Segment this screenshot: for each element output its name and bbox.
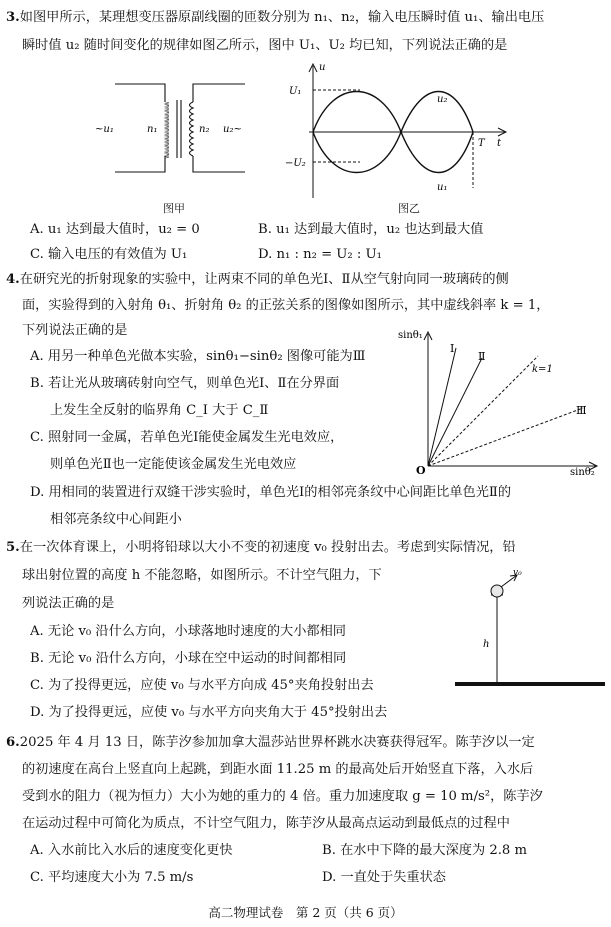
fig-a-caption: 图甲 xyxy=(163,202,185,215)
q4-stem-3: 下列说法正确的是 xyxy=(22,323,128,338)
u2-label: u₂~ xyxy=(223,124,242,135)
q4-stem-2: 面，实验得到的入射角 θ₁、折射角 θ₂ 的正弦关系的图像如图所示，其中虚线斜率 k = 1， xyxy=(22,298,550,313)
q4-option-b-2: 上发生全反射的临界角 C_Ⅰ 大于 C_Ⅱ xyxy=(50,403,269,418)
q3-option-c: C. 输入电压的有效值为 U₁ xyxy=(30,247,188,262)
q6-stem-3: 受到水的阻力（视为恒力）大小为她的重力的 4 倍。重力加速度取 g = 10 m/s²，陈芋汐 xyxy=(22,789,543,804)
page-footer: 高二物理试卷 第 2 页（共 6 页） xyxy=(208,905,403,920)
line-II-label: Ⅱ xyxy=(478,350,486,363)
q3-stem-1: 如图甲所示，某理想变压器原副线圈的匝数分别为 n₁、n₂，输入电压瞬时值 u₁、输出电压 xyxy=(19,10,545,25)
sin-theta1-label: sinθ₁ xyxy=(398,330,423,341)
sin-theta2-label: sinθ₂ xyxy=(570,467,595,476)
q6-number: 6. xyxy=(6,735,20,750)
q6-option-a: A. 入水前比入水后的速度变化更快 xyxy=(30,843,233,858)
q3-line1 xyxy=(6,9,544,27)
q5-option-c: C. 为了投得更远，应使 v₀ 与水平方向成 45°夹角投射出去 xyxy=(30,678,374,693)
h-label: h xyxy=(483,639,490,650)
q4-option-a: A. 用另一种单色光做本实验，sinθ₁−sinθ₂ 图像可能为Ⅲ xyxy=(30,349,366,364)
line-I-label: Ⅰ xyxy=(450,342,455,355)
q4-option-c-1: C. 照射同一金属，若单色光Ⅰ能使金属发生光电效应， xyxy=(30,430,344,445)
q5-stem-2: 球出射位置的高度 h 不能忽略，如图所示。不计空气阻力，下 xyxy=(22,568,382,583)
q6-option-d: D. 一直处于失重状态 xyxy=(322,870,446,885)
fig-b-caption: 图乙 xyxy=(398,202,420,215)
q3-number: 3. xyxy=(6,10,20,25)
q6-stem-1: 2025 年 4 月 13 日，陈芋汐参加加拿大温莎站世界杯跳水决赛获得冠军。陈芋汐以一定 xyxy=(19,735,535,750)
q5-option-a: A. 无论 v₀ 沿什么方向，小球落地时速度的大小都相同 xyxy=(30,624,346,639)
u-axis-label: u xyxy=(319,62,326,73)
q4-option-d-2: 相邻亮条纹中心间距小 xyxy=(50,512,182,527)
negU2-label: −U₂ xyxy=(285,158,306,169)
q5-option-d: D. 为了投得更远，应使 v₀ 与水平方向夹角大于 45°投射出去 xyxy=(30,705,388,720)
q4-number: 4. xyxy=(6,272,20,287)
n1-label: n₁ xyxy=(147,124,158,135)
transformer-figure xyxy=(95,72,255,197)
k-label: k=1 xyxy=(532,364,553,375)
q6-stem-2: 的初速度在高台上竖直向上起跳，到距水面 11.25 m 的最高处后开始竖直下落，入水后 xyxy=(22,762,534,777)
q5-option-b: B. 无论 v₀ 沿什么方向，小球在空中运动的时间都相同 xyxy=(30,651,347,666)
q3-option-b: B. u₁ 达到最大值时，u₂ 也达到最大值 xyxy=(258,222,484,237)
q5-stem-3: 列说法正确的是 xyxy=(22,596,115,611)
q4-line1 xyxy=(6,271,509,289)
q6-option-b: B. 在水中下降的最大深度为 2.8 m xyxy=(322,843,527,858)
q5-stem-1: 在一次体育课上，小明将铅球以大小不变的初速度 v₀ 投射出去。考虑到实际情况，铅 xyxy=(19,540,516,555)
voltage-graph xyxy=(285,58,510,203)
q3-stem-2: 瞬时值 u₂ 随时间变化的规律如图乙所示，图中 U₁、U₂ 均已知，下列说法正确的是 xyxy=(22,38,508,53)
u1-label: ~u₁ xyxy=(95,124,114,135)
T-label: T xyxy=(478,138,485,149)
u2-curve-label: u₂ xyxy=(437,94,448,105)
origin-label: O xyxy=(416,464,426,476)
q6-stem-4: 在运动过程中可简化为质点，不计空气阻力，陈芋汐从最高点运动到最低点的过程中 xyxy=(22,816,510,831)
q4-option-d-1: D. 用相同的装置进行双缝干涉实验时，单色光Ⅰ的相邻亮条纹中心间距比单色光Ⅱ的 xyxy=(30,485,512,500)
q3-option-d: D. n₁ : n₂ = U₂ : U₁ xyxy=(258,247,382,262)
q5-number: 5. xyxy=(6,540,20,555)
t-axis-label: t xyxy=(497,138,502,149)
u1-curve-label: u₁ xyxy=(437,182,448,193)
q4-option-c-2: 则单色光Ⅱ也一定能使该金属发生光电效应 xyxy=(50,457,297,472)
n2-label: n₂ xyxy=(199,124,210,135)
q6-option-c: C. 平均速度大小为 7.5 m/s xyxy=(30,870,194,885)
U1-label: U₁ xyxy=(289,86,302,97)
q6-line1 xyxy=(6,734,535,752)
q4-option-b-1: B. 若让光从玻璃砖射向空气，则单色光Ⅰ、Ⅱ在分界面 xyxy=(30,376,340,391)
sine-relation-graph xyxy=(398,326,606,476)
q3-option-a: A. u₁ 达到最大值时，u₂ = 0 xyxy=(30,222,200,237)
q5-line1 xyxy=(6,539,516,557)
v0-label: v₀ xyxy=(513,568,522,578)
ground xyxy=(455,682,605,686)
q4-stem-1: 在研究光的折射现象的实验中，让两束不同的单色光Ⅰ、Ⅱ从空气射向同一玻璃砖的侧 xyxy=(19,272,509,287)
shot-put-figure xyxy=(455,565,605,690)
line-III-label: Ⅲ xyxy=(576,404,587,417)
